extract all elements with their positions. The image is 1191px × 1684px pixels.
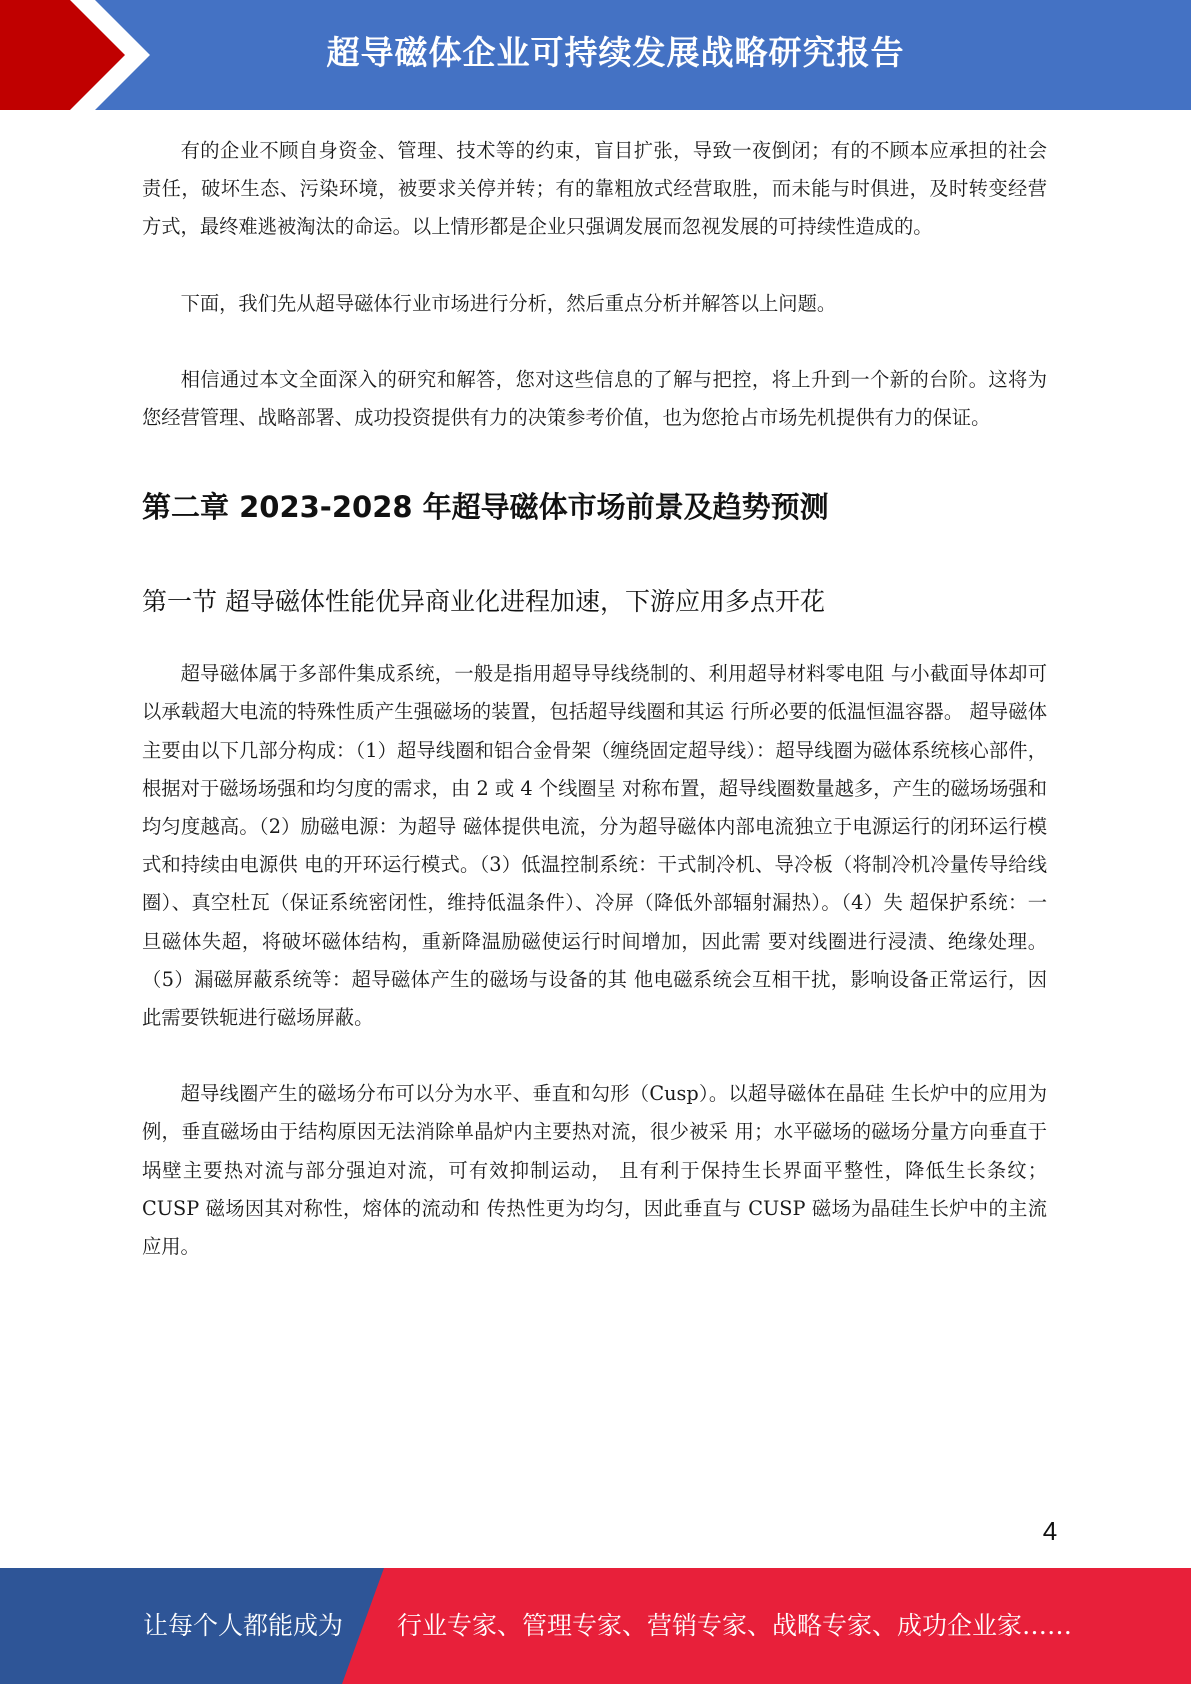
page-header [0, 0, 1191, 110]
report-title: 超导磁体企业可持续发展战略研究报告 [326, 33, 905, 72]
section-paragraph: 超导线圈产生的磁场分布可以分为水平、垂直和勾形（Cusp）。以超导磁体在晶硅 生长炉中的应用为例，垂直磁场由于结构原因无法消除单晶炉内主要热对流，很少被采 用；水平磁场的磁场分量方向垂直于埚壁主要热对流与部分强迫对流，可有效抑制运动， 且有利于保持生长界面平整性，降低生长条纹；CUSP 磁场因其对称性，熔体的流动和 传热性更为均匀，因此垂直与 CUSP 磁场为晶硅生长炉中的主流应用。 [142, 1082, 1047, 1259]
page-footer [0, 1568, 1191, 1684]
page-content [142, 132, 1047, 1266]
section-heading: 第一节 超导磁体性能优异商业化进程加速，下游应用多点开花 [142, 587, 825, 617]
page-number: 4 [1042, 1516, 1058, 1546]
footer-slogan-right: 行业专家、管理专家、营销专家、战略专家、成功企业家…… [397, 1611, 1073, 1640]
intro-paragraph: 有的企业不顾自身资金、管理、技术等的约束，盲目扩张，导致一夜倒闭；有的不顾本应承担的社会责任，破坏生态、污染环境，被要求关停并转；有的靠粗放式经营取胜，而未能与时俱进，及时转变经营方式，最终难逃被淘汰的命运。以上情形都是企业只强调发展而忽视发展的可持续性造成的。 [142, 139, 1047, 239]
footer-slogan-left: 让每个人都能成为 [143, 1611, 344, 1640]
intro-paragraph: 下面，我们先从超导磁体行业市场进行分析，然后重点分析并解答以上问题。 [180, 291, 837, 315]
intro-paragraph: 相信通过本文全面深入的研究和解答，您对这些信息的了解与把控，将上升到一个新的台阶。这将为您经营管理、战略部署、成功投资提供有力的决策参考价值，也为您抢占市场先机提供有力的保证。 [142, 367, 1047, 430]
section-paragraph: 超导磁体属于多部件集成系统，一般是指用超导导线绕制的、利用超导材料零电阻 与小截面导体却可以承载超大电流的特殊性质产生强磁场的装置，包括超导线圈和其运 行所必要的低温恒温容器。 超导磁体主要由以下几部分构成：（1）超导线圈和铝合金骨架（缠绕固定超导线）：超导线圈为磁体系统核心部件，根据对于磁场场强和均匀度的需求，由 2 或 4 个线圈呈 对称布置，超导线圈数量越多，产生的磁场场强和均匀度越高。（2）励磁电源：为超导 磁体提供电流，分为超导磁体内部电流独立于电源运行的闭环运行模式和持续由电源供 电的开环运行模式。（3）低温控制系统：干式制冷机、导冷板（将制冷机冷量传导给线 圈）、真空杜瓦（保证系统密闭性，维持低温条件）、冷屏（降低外部辐射漏热）。（4）失 超保护系统：一旦磁体失超，将破坏磁体结构，重新降温励磁使运行时间增加，因此需 要对线圈进行浸渍、绝缘处理。（5）漏磁屏蔽系统等：超导磁体产生的磁场与设备的其 他电磁系统会互相干扰，影响设备正常运行，因此需要铁轭进行磁场屏蔽。 [142, 662, 1047, 1030]
chapter-heading: 第二章 2023-2028 年超导磁体市场前景及趋势预测 [142, 490, 829, 525]
